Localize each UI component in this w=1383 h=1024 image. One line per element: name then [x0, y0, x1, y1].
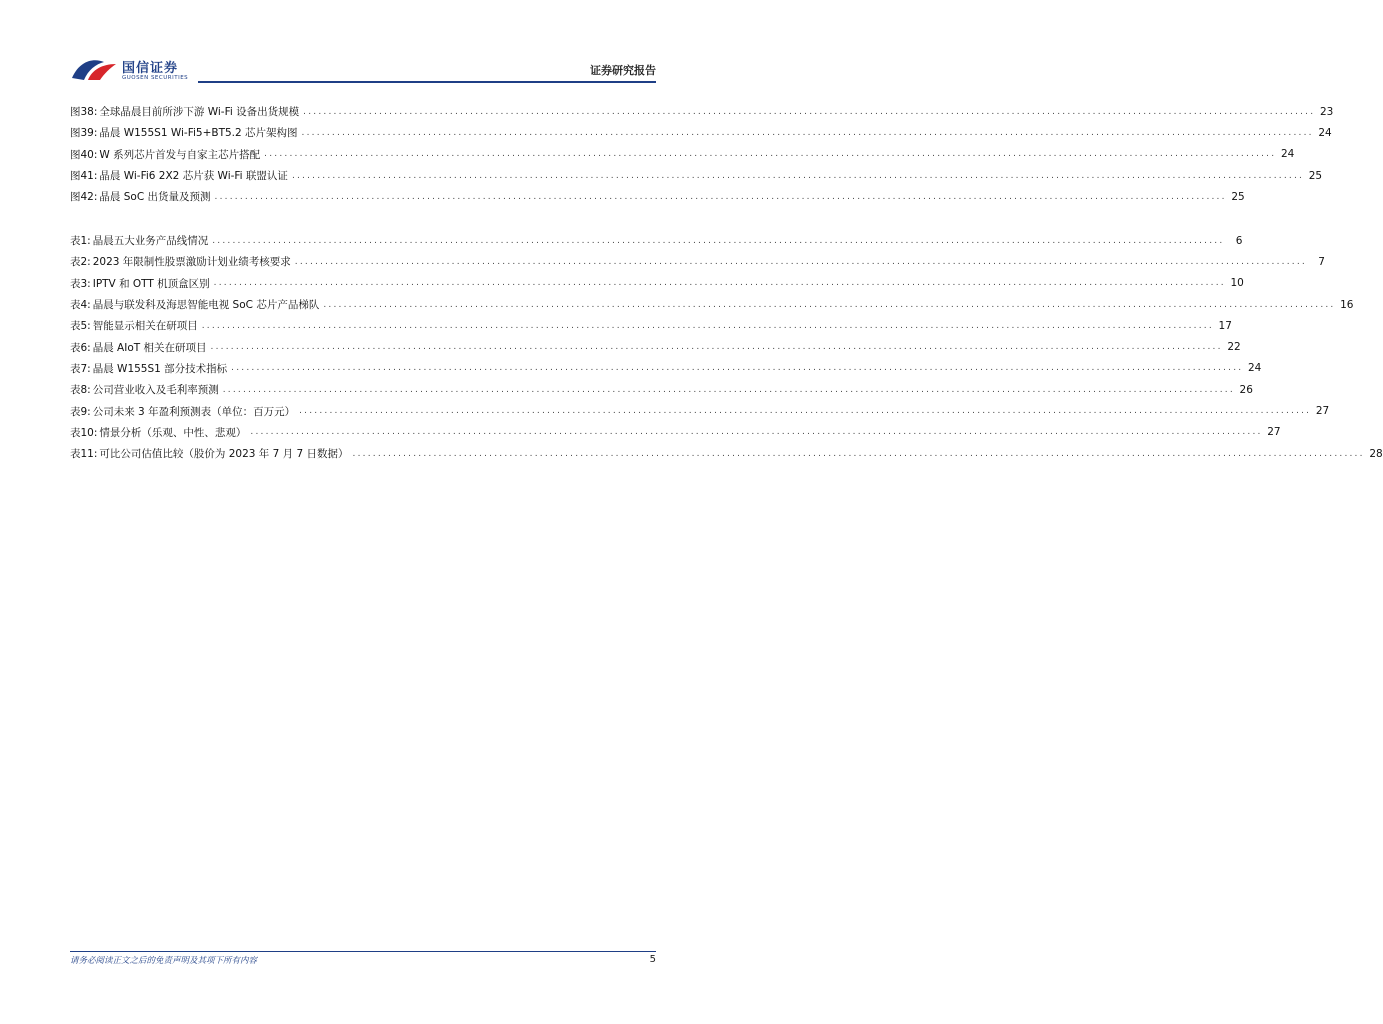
toc-entry-label: 表10: — [70, 426, 98, 439]
toc-entry-page: 25 — [1231, 190, 1245, 203]
toc-entry[interactable] — [70, 144, 1295, 165]
toc-entry-title: 晶晨 AIoT 相关在研项目 — [92, 341, 207, 354]
toc-entry-label: 表3: — [70, 277, 91, 290]
toc-leader-dots: ........................................................................................................................................................................................................ — [352, 448, 1365, 459]
guosen-logo — [70, 54, 200, 84]
toc-entry-label: 图39: — [70, 127, 98, 140]
toc-entry-page: 17 — [1218, 319, 1232, 332]
report-type-label: 证券研究报告 — [590, 64, 656, 77]
toc-leader-dots: ........................................................................................................................................................................................................ — [250, 427, 1263, 438]
toc-entry[interactable] — [70, 315, 1232, 336]
toc-entry[interactable] — [70, 400, 1330, 421]
toc-entry-title: W 系列芯片首发与自家主芯片搭配 — [99, 148, 261, 161]
toc-entry-page: 24 — [1318, 126, 1332, 139]
toc-entry[interactable] — [70, 230, 1243, 251]
toc-leader-dots: ........................................................................................................................................................................................................ — [212, 235, 1225, 246]
toc-entry-label: 表2: — [70, 256, 91, 269]
toc-entry-page: 10 — [1230, 277, 1244, 290]
toc-entry-label: 图41: — [70, 170, 98, 183]
logo-chinese-text: 国信证券 — [122, 61, 179, 76]
toc-entry-title: 晶晨五大业务产品线情况 — [92, 235, 209, 248]
toc-entry-page: 7 — [1318, 255, 1325, 268]
toc-leader-dots: ........................................................................................................................................................................................................ — [210, 342, 1223, 353]
guosen-logo-icon — [70, 56, 118, 82]
page-header — [70, 48, 656, 84]
toc-entry-title: 晶晨与联发科及海思智能电视 SoC 芯片产品梯队 — [92, 299, 320, 312]
toc-entry-page: 26 — [1239, 383, 1253, 396]
toc-entry-page: 22 — [1227, 341, 1241, 354]
toc-leader-dots: ........................................................................................................................................................................................................ — [291, 170, 1305, 181]
toc-entry-label: 表9: — [70, 405, 91, 418]
toc-entry-label: 图42: — [70, 191, 98, 204]
toc-entry[interactable] — [70, 165, 1323, 186]
toc-entry[interactable] — [70, 294, 1354, 315]
toc-entry-title: 全球晶晨目前所涉下游 Wi-Fi 设备出货规模 — [99, 106, 300, 119]
toc-entry[interactable] — [70, 101, 1334, 122]
toc-entry-page: 16 — [1340, 298, 1354, 311]
toc-entry[interactable] — [70, 379, 1253, 400]
toc-entry-label: 表6: — [70, 341, 91, 354]
toc-entry-title: 可比公司估值比较（股价为 2023 年 7 月 7 日数据） — [99, 448, 349, 461]
toc-entry-page: 6 — [1235, 234, 1243, 247]
toc-entry-title: 情景分析（乐观、中性、悲观） — [99, 426, 247, 439]
toc-entry-page: 25 — [1308, 169, 1323, 182]
toc-leader-dots: ........................................................................................................................................................................................................ — [294, 256, 1307, 267]
tables-index — [70, 230, 1383, 464]
toc-leader-dots: ........................................................................................................................................................................................................ — [222, 384, 1235, 395]
toc-entry-label: 表11: — [70, 448, 98, 461]
toc-entry-label: 表5: — [70, 320, 91, 333]
toc-entry-page: 27 — [1315, 405, 1330, 418]
toc-leader-dots: ........................................................................................................................................................................................................ — [299, 406, 1312, 417]
figures-index — [70, 101, 1334, 207]
toc-entry[interactable] — [70, 122, 1332, 143]
toc-entry-page: 28 — [1369, 447, 1383, 460]
toc-entry-title: 公司未来 3 年盈利预测表（单位：百万元） — [92, 405, 296, 418]
toc-entry-title: IPTV 和 OTT 机顶盒区别 — [92, 277, 210, 290]
toc-leader-dots: ........................................................................................................................................................................................................ — [231, 363, 1244, 374]
toc-entry-label: 表1: — [70, 235, 91, 248]
toc-entry[interactable] — [70, 336, 1241, 357]
toc-entry-label: 表4: — [70, 299, 91, 312]
toc-leader-dots: ........................................................................................................................................................................................................ — [213, 278, 1226, 289]
toc-entry[interactable] — [70, 422, 1281, 443]
toc-entry-label: 表7: — [70, 362, 91, 375]
toc-entry[interactable] — [70, 273, 1244, 294]
toc-entry-page: 24 — [1247, 362, 1262, 375]
toc-entry[interactable] — [70, 251, 1325, 272]
toc-entry-page: 23 — [1319, 105, 1334, 118]
toc-entry-title: 公司营业收入及毛利率预测 — [92, 384, 219, 397]
footer-disclaimer: 请务必阅读正文之后的免责声明及其项下所有内容 — [70, 956, 258, 966]
toc-entry-title: 晶晨 W155S1 Wi-Fi5+BT5.2 芯片架构图 — [99, 127, 298, 140]
toc-entry[interactable] — [70, 358, 1262, 379]
logo-english-text: GUOSEN SECURITIES — [122, 75, 189, 81]
toc-leader-dots: ........................................................................................................................................................................................................ — [264, 149, 1277, 160]
toc-leader-dots: ........................................................................................................................................................................................................ — [201, 320, 1214, 331]
toc-entry-title: 2023 年限制性股票激励计划业绩考核要求 — [92, 256, 291, 269]
toc-entry-label: 表8: — [70, 384, 91, 397]
toc-entry-title: 晶晨 Wi-Fi6 2X2 芯片获 Wi-Fi 联盟认证 — [99, 170, 288, 183]
toc-leader-dots: ........................................................................................................................................................................................................ — [323, 299, 1336, 310]
toc-leader-dots: ........................................................................................................................................................................................................ — [303, 106, 1316, 117]
toc-entry-page: 24 — [1280, 148, 1295, 161]
toc-entry-label: 图40: — [70, 148, 98, 161]
page-number: 5 — [649, 954, 656, 965]
toc-entry[interactable] — [70, 443, 1383, 464]
toc-entry-label: 图38: — [70, 106, 98, 119]
header-divider — [198, 81, 656, 83]
toc-entry-page: 27 — [1267, 426, 1281, 439]
toc-leader-dots: ........................................................................................................................................................................................................ — [301, 127, 1314, 138]
toc-entry-title: 晶晨 W155S1 部分技术指标 — [92, 362, 228, 375]
toc-leader-dots: ........................................................................................................................................................................................................ — [214, 191, 1227, 202]
toc-entry-title: 智能显示相关在研项目 — [92, 320, 198, 333]
toc-entry-title: 晶晨 SoC 出货量及预测 — [99, 191, 211, 204]
toc-entry[interactable] — [70, 186, 1245, 207]
footer-divider — [70, 951, 656, 952]
